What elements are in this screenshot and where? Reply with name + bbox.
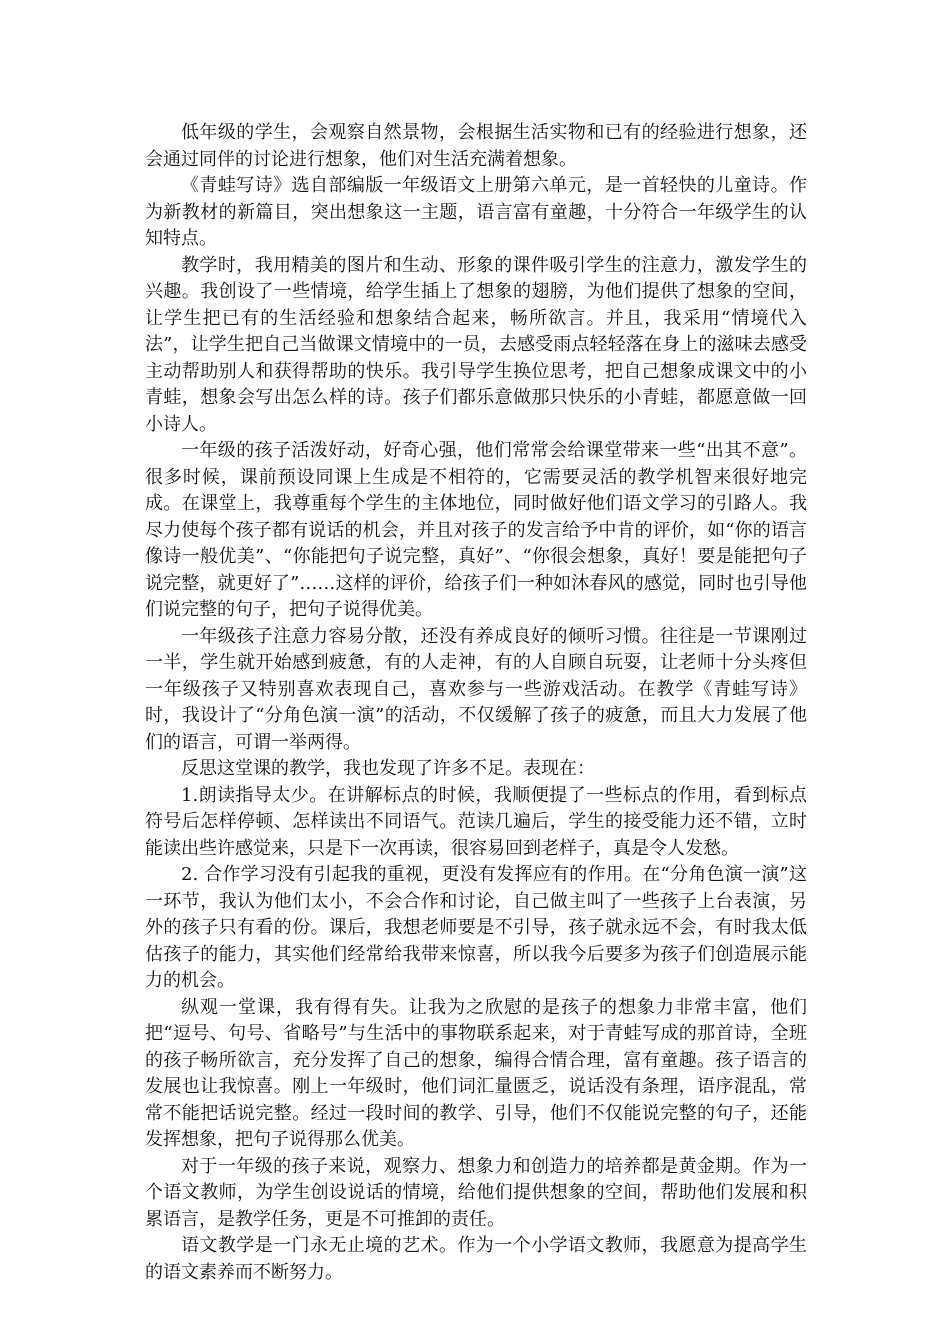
paragraph-overview-gains: 纵观一堂课，我有得有失。让我为之欣慰的是孩子的想象力非常丰富，他们把“逗号、句号、省略号”与生活中的事物联系起来，对于青蛙写成的那首诗，全班的孩子畅所欲言，充分发挥了自己的想象，编得合情合理，富有童趣。孩子语言的发展也让我惊喜。刚上一年级时，他们词汇量匮乏，说话没有条理，语序混乱，常常不能把话说完整。经过一段时间的教学、引导，他们不仅能说完整的句子，还能发挥想象，把句子说得那么优美。 [145,996,807,1150]
document-body [145,120,807,1286]
paragraph-shortcoming-1: 1.朗读指导太少。在讲解标点的时候，我顺便提了一些标点的作用，看到标点符号后怎样停顿、怎样读出不同语气。范读几遍后，学生的接受能力还不错，立时能读出些许感觉来，只是下一次再读，很容易回到老样子，真是令人发愁。 [145,784,807,859]
paragraph-responsibility: 对于一年级的孩子来说，观察力、想象力和创造力的培养都是黄金期。作为一个语文教师，为学生创设说话的情境，给他们提供想象的空间，帮助他们发展和积累语言，是教学任务，更是不可推卸的责任。 [145,1155,807,1230]
paragraph-shortcoming-2: 2. 合作学习没有引起我的重视，更没有发挥应有的作用。在“分角色演一演”这一环节，我认为他们太小，不会合作和讨论，自己做主叫了一些孩子上台表演，另外的孩子只有看的份。课后，我想老师要是不引导，孩子就永远不会，有时我太低估孩子的能力，其实他们经常给我带来惊喜，所以我今后要多为孩子们创造展示能力的机会。 [145,864,807,991]
paragraph-intro: 低年级的学生，会观察自然景物，会根据生活实物和已有的经验进行想象，还会通过同伴的讨论进行想象，他们对生活充满着想象。 [145,122,807,170]
paragraph-classroom-evaluation: 一年级的孩子活泼好动，好奇心强，他们常常会给课堂带来一些“出其不意”。很多时候，课前预设同课上生成是不相符的，它需要灵活的教学机智来很好地完成。在课堂上，我尊重每个学生的主体地位，同时做好他们语文学习的引路人。我尽力使每个孩子都有说话的机会，并且对孩子的发言给予中肯的评价，如“你的语言像诗一般优美”、“你能把句子说完整，真好”、“你很会想象，真好！要是能把句子说完整，就更好了”……这样的评价，给孩子们一种如沐春风的感觉，同时也引导他们说完整的句子，把句子说得优美。 [145,440,807,620]
paragraph-teaching-method: 教学时，我用精美的图片和生动、形象的课件吸引学生的注意力，激发学生的兴趣。我创设了一些情境，给学生插上了想象的翅膀，为他们提供了想象的空间，让学生把已有的生活经验和想象结合起来，畅所欲言。并且，我采用“情境代入法”，让学生把自己当做课文情境中的一员，去感受雨点轻轻落在身上的滋味去感受主动帮助别人和获得帮助的快乐。我引导学生换位思考，把自己想象成课文中的小青蛙，想象会写出怎么样的诗。孩子们都乐意做那只快乐的小青蛙，都愿意做一回小诗人。 [145,254,807,435]
paragraph-reflection-intro: 反思这堂课的教学，我也发现了许多不足。表现在： [181,758,595,779]
paragraph-conclusion: 语文教学是一门永无止境的艺术。作为一个小学语文教师，我愿意为提高学生的语文素养而不断努力。 [145,1235,807,1283]
paragraph-text-overview: 《青蛙写诗》选自部编版一年级语文上册第六单元，是一首轻快的儿童诗。作为新教材的新篇目，突出想象这一主题，语言富有童趣，十分符合一年级学生的认知特点。 [145,175,807,249]
paragraph-attention: 一年级孩子注意力容易分散，还没有养成良好的倾听习惯。往往是一节课刚过一半，学生就开始感到疲惫，有的人走神，有的人自顾自玩耍，让老师十分头疼但一年级孩子又特别喜欢表现自己，喜欢参与一些游戏活动。在教学《青蛙写诗》时，我设计了“分角色演一演”的活动，不仅缓解了孩子的疲惫，而且大力发展了他们的语言，可谓一举两得。 [145,625,807,753]
